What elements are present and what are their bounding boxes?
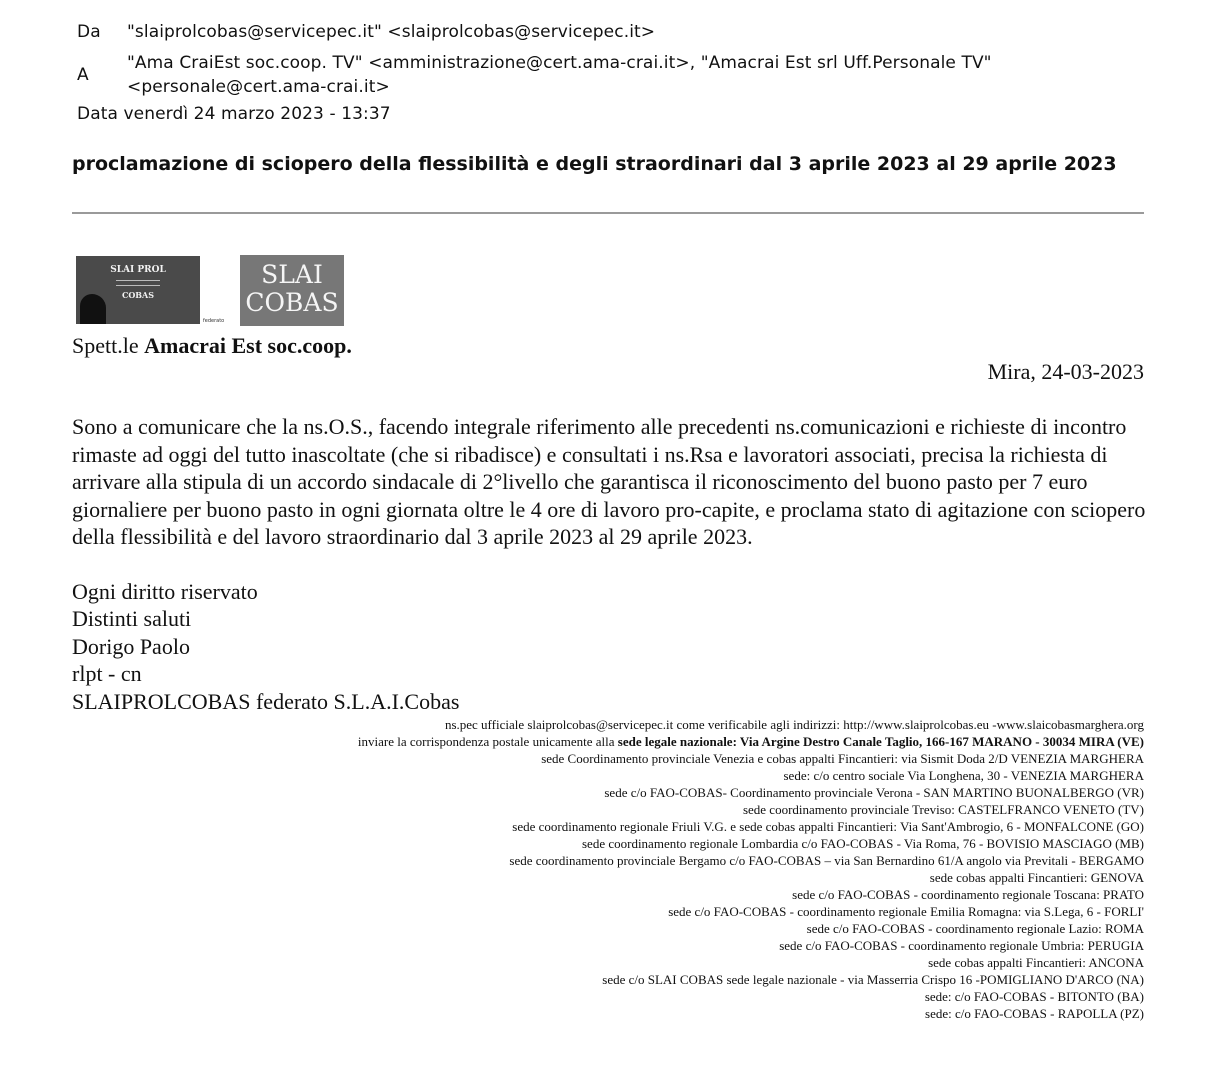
signer-role: rlpt - cn [72,661,142,686]
footer-line: sede c/o FAO-COBAS- Coordinamento provinciale Verona - SAN MARTINO BUONALBERGO (VR) [604,785,1144,800]
signer-name: Dorigo Paolo [72,634,190,659]
signer-org: SLAIPROLCOBAS federato S.L.A.I.Cobas [72,689,460,714]
footer-line: sede cobas appalti Fincantieri: GENOVA [929,870,1144,885]
rights-line: Ogni diritto riservato [72,579,258,604]
footer-line: sede coordinamento provinciale Treviso: CASTELFRANCO VENETO (TV) [742,802,1144,817]
logo-title: SLAI PROL [110,265,166,275]
to-address-line: "Ama CraiEst soc.coop. TV" <amministrazione@cert.ama-crai.it>, "Amacrai Est srl Uff.Personale TV" [127,53,992,73]
footer-line: sede c/o FAO-COBAS - coordinamento regionale Umbria: PERUGIA [779,938,1144,953]
from-address: "slaiprolcobas@servicepec.it" <slaiprolcobas@servicepec.it> [127,22,656,42]
footer-line: sede: c/o FAO-COBAS - RAPOLLA (PZ) [925,1006,1144,1021]
footer-line: sede cobas appalti Fincantieri: ANCONA [928,955,1144,970]
footer-line: sede c/o FAO-COBAS - coordinamento regionale Toscana: PRATO [792,887,1144,902]
to-label: A [77,65,89,85]
footer-line: sede c/o FAO-COBAS - coordinamento regionale Lazio: ROMA [806,921,1144,936]
place-date: Mira, 24-03-2023 [987,359,1144,384]
slai-prol-cobas-logo [76,256,200,324]
to-addresses [127,51,992,99]
letter-body: Sono a comunicare che la ns.O.S., facendo integrale riferimento alle precedenti ns.comunicazioni e richieste di incontro rimaste ad oggi del tutto inascoltate (che si ribadisce) e consultati i ns.Rsa e lavoratori associati, precisa la richiesta di arrivare alla stipula di un accordo sindacale di 2°livello che garantisca il riconoscimento del buono pasto per 7 euro giornaliere per buono pasto in ogni giornata oltre le 4 ore di lavoro pro-capite, e proclama stato di agitazione con sciopero della flessibilità e del lavoro straordinario dal 3 aprile 2023 al 29 aprile 2023. [72,414,1146,549]
to-address-line: <personale@cert.ama-crai.it> [127,77,390,97]
logo-rule [116,280,160,281]
footer-text: inviare la corrispondenza postale unicamente alla [357,734,618,749]
from-label: Da [77,22,101,42]
footer-line [144,733,1144,750]
worker-figure-icon [80,294,106,324]
logo-caption: federato [203,318,225,324]
footer-line: sede coordinamento provinciale Bergamo c/o FAO-COBAS – via San Bernardino 61/A angolo via Previtali - BERGAMO [509,853,1144,868]
footer-line: sede coordinamento regionale Friuli V.G. e sede cobas appalti Fincantieri: Via Sant'Ambrogio, 6 - MONFALCONE (GO) [512,819,1144,834]
footer-line: sede c/o SLAI COBAS sede legale nazionale - via Masserria Crispo 16 -POMIGLIANO D'ARCO (NA) [602,972,1144,987]
footer-line: sede: c/o centro sociale Via Longhena, 30 - VENEZIA MARGHERA [783,768,1144,783]
logo-line: SLAI [261,260,323,289]
footer-line: sede c/o FAO-COBAS - coordinamento regionale Emilia Romagna: via S.Lega, 6 - FORLI' [668,904,1144,919]
date-row [77,102,391,126]
closing-line: Distinti saluti [72,606,192,631]
greeting-prefix: Spett.le [72,333,145,358]
date-text: Data venerdì 24 marzo 2023 - 13:37 [77,104,391,124]
slai-cobas-logo [240,255,344,326]
footer-line: ns.pec ufficiale slaiprolcobas@servicepec.it come verificabile agli indirizzi: http://www.slaiprolcobas.eu -www.slaicobasmarghera.org [444,717,1144,732]
letter-greeting [72,332,352,360]
footer-line: sede Coordinamento provinciale Venezia e cobas appalti Fincantieri: via Sismit Doda 2/D VENEZIA MARGHERA [541,751,1144,766]
header-divider [72,212,1144,214]
recipient-name: Amacrai Est soc.coop. [144,333,352,358]
letterhead-footer [144,716,1144,1022]
email-subject: proclamazione di sciopero della flessibilità e degli straordinari dal 3 aprile 2023 al 29 aprile 2023 [72,153,1117,175]
footer-line: sede coordinamento regionale Lombardia c/o FAO-COBAS - Via Roma, 76 - BOVISIO MASCIAGO (MB) [582,836,1144,851]
footer-line: sede: c/o FAO-COBAS - BITONTO (BA) [924,989,1144,1004]
footer-legal-seat: sede legale nazionale: Via Argine Destro Canale Taglio, 166-167 MARANO - 30034 MIRA (VE) [617,734,1144,749]
logo-subtitle: COBAS [121,290,155,300]
logo-rule [116,285,160,286]
logo-line: COBAS [245,288,339,317]
